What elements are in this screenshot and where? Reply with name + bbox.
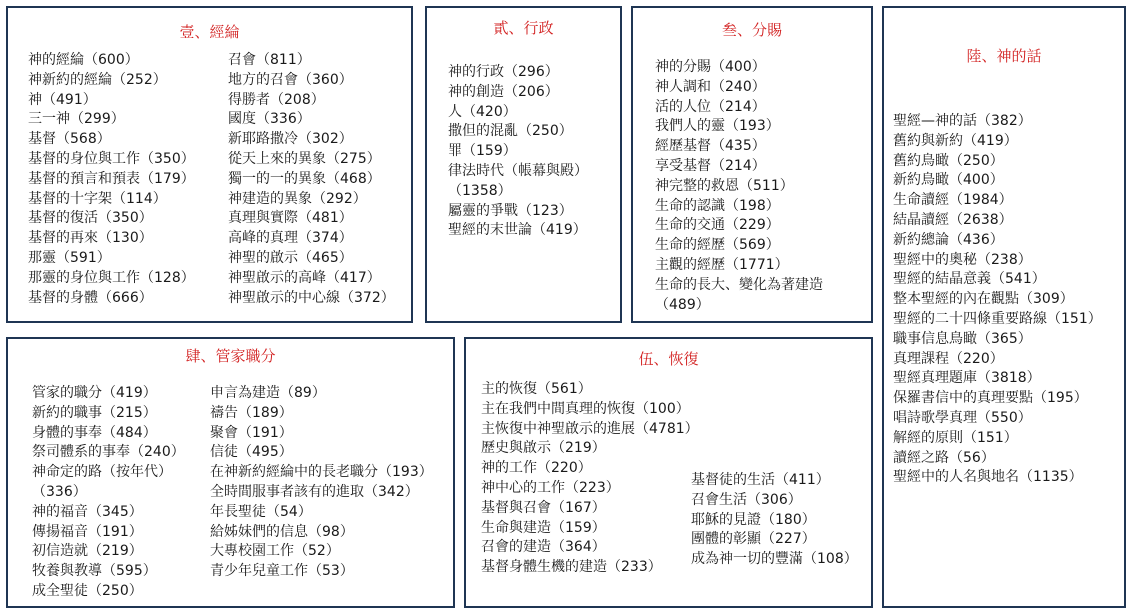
- topic-link[interactable]: 成為神一切的豐滿（108）: [691, 551, 858, 568]
- topic-link[interactable]: 撒但的混亂（250）: [448, 123, 573, 140]
- topic-link[interactable]: 結晶讀經（2638）: [893, 211, 1013, 228]
- topic-list-left: [28, 51, 195, 308]
- topic-link[interactable]: 召會（811）: [228, 52, 311, 68]
- topic-list-left: [481, 380, 699, 578]
- topic-link[interactable]: 高峰的真理（374）: [228, 230, 353, 247]
- topic-link[interactable]: 獨一的一的異象（468）: [228, 170, 381, 187]
- topic-link[interactable]: 召會的建造（364）: [481, 539, 606, 556]
- topic-list: [893, 112, 1102, 488]
- section-stewardship: [6, 337, 455, 608]
- topic-link[interactable]: 神中心的工作（223）: [481, 479, 620, 496]
- topic-list: [448, 63, 613, 241]
- topic-link[interactable]: 三一神（299）: [28, 111, 125, 128]
- topic-link[interactable]: 律法時代（帳幕與殿）（1358）: [448, 162, 588, 199]
- topic-link[interactable]: 主觀的經歷（1771）: [655, 256, 789, 273]
- topic-link[interactable]: 神完整的救恩（511）: [655, 177, 794, 194]
- section-administration: [425, 6, 622, 323]
- topic-link[interactable]: 那靈的身位與工作（128）: [28, 269, 195, 286]
- topic-link[interactable]: 申言為建造（89）: [210, 385, 326, 401]
- topic-link[interactable]: 祭司體系的事奉（240）: [32, 444, 185, 461]
- topic-link[interactable]: 成全聖徒（250）: [32, 582, 143, 599]
- topic-link[interactable]: 聖經中的人名與地名（1135）: [893, 469, 1083, 486]
- topic-link[interactable]: 青少年兒童工作（53）: [210, 563, 354, 580]
- topic-link[interactable]: 神的分賜（400）: [655, 59, 766, 75]
- topic-link[interactable]: 基督身體生機的建造（233）: [481, 559, 662, 576]
- section-title: 叁、分賜: [721, 21, 782, 39]
- topic-link[interactable]: 聖經—神的話（382）: [893, 113, 1032, 129]
- topic-link[interactable]: 神聖的啟示（465）: [228, 249, 353, 266]
- topic-link[interactable]: 牧養與教導（595）: [32, 563, 157, 580]
- topic-link[interactable]: 聖經中的奧秘（238）: [893, 251, 1032, 268]
- section-title: 伍、恢復: [638, 350, 699, 368]
- topic-link[interactable]: 傳揚福音（191）: [32, 523, 143, 540]
- topic-link[interactable]: 那靈（591）: [28, 249, 111, 266]
- topic-link[interactable]: 基督的再來（130）: [28, 230, 153, 247]
- topic-link[interactable]: 神建造的異象（292）: [228, 190, 367, 207]
- topic-link[interactable]: 屬靈的爭戰（123）: [448, 202, 573, 219]
- topic-link[interactable]: 新約鳥瞰（400）: [893, 172, 1004, 189]
- topic-link[interactable]: 解經的原則（151）: [893, 429, 1018, 446]
- topic-link[interactable]: 聚會（191）: [210, 424, 293, 441]
- section-dispensing: [631, 6, 873, 323]
- topic-link[interactable]: 保羅書信中的真理要點（195）: [893, 390, 1088, 407]
- topic-link[interactable]: 新耶路撒冷（302）: [228, 131, 353, 148]
- topic-link[interactable]: 基督的預言和預表（179）: [28, 170, 195, 187]
- topic-list-right: [228, 51, 395, 308]
- topic-link[interactable]: 初信造就（219）: [32, 543, 143, 560]
- topic-link[interactable]: 讀經之路（56）: [893, 449, 995, 466]
- topic-link[interactable]: 在神新約經綸中的長老職分（193）: [210, 464, 433, 481]
- topic-link[interactable]: 職事信息鳥瞰（365）: [893, 330, 1032, 347]
- topic-link[interactable]: 聖經的末世論（419）: [448, 222, 587, 239]
- section-word-of-god: [882, 6, 1126, 608]
- topic-link[interactable]: 神人調和（240）: [655, 78, 766, 95]
- topic-link[interactable]: 神聖啟示的中心線（372）: [228, 289, 395, 306]
- topic-link[interactable]: 新約的職事（215）: [32, 404, 157, 421]
- topic-link[interactable]: 地方的召會（360）: [228, 71, 353, 88]
- topic-link[interactable]: 享受基督（214）: [655, 157, 766, 174]
- topic-list-right: [210, 384, 433, 582]
- topic-link[interactable]: 信徒（495）: [210, 444, 293, 461]
- topic-link[interactable]: 聖經的結晶意義（541）: [893, 271, 1046, 288]
- topic-link[interactable]: 基督的復活（350）: [28, 210, 153, 227]
- topic-link[interactable]: 真理課程（220）: [893, 350, 1004, 367]
- topic-list-right: [691, 471, 858, 570]
- topic-link[interactable]: 生命讀經（1984）: [893, 192, 1013, 209]
- topic-link[interactable]: 歷史與啟示（219）: [481, 440, 606, 457]
- topic-link[interactable]: 神命定的路（按年代）（336）: [32, 464, 172, 500]
- topic-link[interactable]: 國度（336）: [228, 111, 311, 128]
- topic-link[interactable]: 從天上來的異象（275）: [228, 150, 381, 167]
- topic-link[interactable]: 基督（568）: [28, 131, 111, 148]
- topic-link[interactable]: 管家的職分（419）: [32, 385, 157, 401]
- topic-link[interactable]: 生命的經歷（569）: [655, 237, 780, 254]
- topic-link[interactable]: 年長聖徒（54）: [210, 503, 312, 520]
- topic-link[interactable]: 給姊妹們的信息（98）: [210, 523, 354, 540]
- topic-link[interactable]: 生命的長大、變化為著建造（489）: [655, 276, 823, 313]
- topic-link[interactable]: 罪（159）: [448, 143, 517, 160]
- topic-link[interactable]: 神聖啟示的高峰（417）: [228, 269, 381, 286]
- section-title: 壹、經綸: [179, 23, 240, 41]
- topic-link[interactable]: 聖經真理題庫（3818）: [893, 370, 1041, 387]
- topic-link[interactable]: 神新約的經綸（252）: [28, 71, 167, 88]
- topic-link[interactable]: 基督的身體（666）: [28, 289, 153, 306]
- topic-link[interactable]: 身體的事奉（484）: [32, 424, 157, 441]
- topic-link[interactable]: 唱詩歌學真理（550）: [893, 409, 1032, 426]
- topic-list: [655, 58, 863, 315]
- section-title: 貳、行政: [493, 19, 554, 37]
- topic-link[interactable]: 全時間服事者該有的進取（342）: [210, 483, 419, 500]
- topic-link[interactable]: 神的行政（296）: [448, 64, 559, 80]
- topic-link[interactable]: 整本聖經的內在觀點（309）: [893, 291, 1074, 308]
- topic-link[interactable]: 神的福音（345）: [32, 503, 143, 520]
- topic-list-left: [32, 384, 204, 602]
- topic-link[interactable]: 召會生活（306）: [691, 491, 802, 508]
- section-title: 陸、神的話: [966, 47, 1042, 65]
- topic-link[interactable]: 聖經的二十四條重要路線（151）: [893, 310, 1102, 327]
- topic-link[interactable]: 基督的身位與工作（350）: [28, 150, 195, 167]
- topic-link[interactable]: 活的人位（214）: [655, 98, 766, 115]
- topic-link[interactable]: 耶穌的見證（180）: [691, 511, 816, 528]
- topic-link[interactable]: 舊約與新約（419）: [893, 132, 1018, 149]
- topic-link[interactable]: 神的經綸（600）: [28, 52, 139, 68]
- topic-link[interactable]: 主在我們中間真理的恢復（100）: [481, 400, 690, 417]
- topic-link[interactable]: 生命的認識（198）: [655, 197, 780, 214]
- topic-link[interactable]: 主恢復中神聖啟示的進展（4781）: [481, 420, 699, 437]
- topic-link[interactable]: 我們人的靈（193）: [655, 118, 780, 135]
- topic-link[interactable]: 生命與建造（159）: [481, 519, 606, 536]
- section-recovery: [464, 337, 873, 608]
- topic-link[interactable]: 神的創造（206）: [448, 83, 559, 100]
- topic-link[interactable]: 大專校園工作（52）: [210, 543, 340, 560]
- topic-link[interactable]: 生命的交通（229）: [655, 217, 780, 234]
- topic-link[interactable]: 基督與召會（167）: [481, 499, 606, 516]
- topic-link[interactable]: 禱告（189）: [210, 404, 293, 421]
- topic-link[interactable]: 基督徒的生活（411）: [691, 472, 830, 488]
- topic-link[interactable]: 主的恢復（561）: [481, 381, 592, 397]
- topic-link[interactable]: 新約總論（436）: [893, 231, 1004, 248]
- topic-link[interactable]: 人（420）: [448, 103, 517, 120]
- topic-link[interactable]: 真理與實際（481）: [228, 210, 353, 227]
- topic-link[interactable]: 神的工作（220）: [481, 460, 592, 477]
- topic-link[interactable]: 舊約鳥瞰（250）: [893, 152, 1004, 169]
- topic-link[interactable]: 經歷基督（435）: [655, 138, 766, 155]
- section-title: 肆、管家職分: [185, 347, 276, 365]
- section-economy: [6, 6, 413, 323]
- topic-link[interactable]: 基督的十字架（114）: [28, 190, 167, 207]
- topic-link[interactable]: 神（491）: [28, 91, 97, 108]
- topic-link[interactable]: 團體的彰顯（227）: [691, 531, 816, 548]
- topic-link[interactable]: 得勝者（208）: [228, 91, 325, 108]
